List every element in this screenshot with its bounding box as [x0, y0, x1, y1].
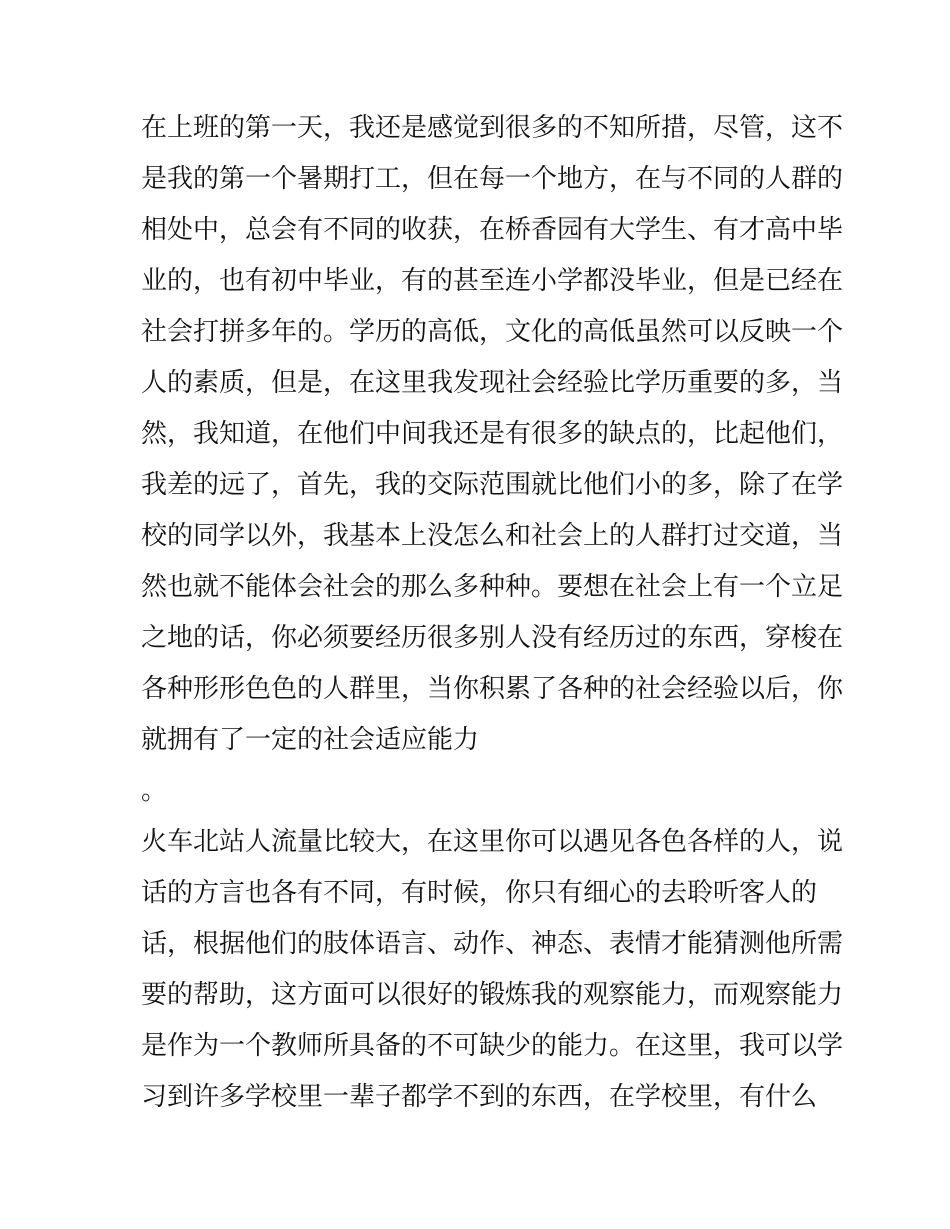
text-line: 之地的话，你必须要经历很多别人没有经历过的东西，穿梭在 [141, 623, 844, 653]
text-line: 习到许多学校里一辈子都学不到的东西，在学校里，有什么 [141, 1082, 818, 1112]
text-line: 业的，也有初中毕业，有的甚至连小学都没毕业，但是已经在 [141, 266, 844, 296]
text-line: 。 [141, 776, 168, 806]
text-line: 要的帮助，这方面可以很好的锻炼我的观察能力，而观察能力 [141, 980, 844, 1010]
text-line: 相处中，总会有不同的收获，在桥香园有大学生、有才高中毕 [141, 215, 844, 245]
text-line: 话的方言也各有不同，有时候，你只有细心的去聆听客人的 [141, 878, 818, 908]
text-line: 是我的第一个暑期打工，但在每一个地方，在与不同的人群的 [141, 164, 844, 194]
text-line: 话，根据他们的肢体语言、动作、神态、表情才能猜测他所需 [141, 929, 844, 959]
text-line: 社会打拼多年的。学历的高低，文化的高低虽然可以反映一个 [141, 317, 844, 347]
text-line: 就拥有了一定的社会适应能力 [141, 725, 480, 755]
text-line: 火车北站人流量比较大，在这里你可以遇见各色各样的人，说 [141, 827, 844, 857]
text-line: 是作为一个教师所具备的不可缺少的能力。在这里，我可以学 [141, 1031, 844, 1061]
text-line: 校的同学以外，我基本上没怎么和社会上的人群打过交道，当 [141, 521, 844, 551]
text-line: 各种形形色色的人群里，当你积累了各种的社会经验以后，你 [141, 674, 844, 704]
text-line: 我差的远了，首先，我的交际范围就比他们小的多，除了在学 [141, 470, 844, 500]
text-line: 然也就不能体会社会的那么多种种。要想在社会上有一个立足 [141, 572, 844, 602]
text-line: 人的素质，但是，在这里我发现社会经验比学历重要的多，当 [141, 368, 844, 398]
text-line: 然，我知道，在他们中间我还是有很多的缺点的，比起他们， [141, 419, 844, 449]
text-line: 在上班的第一天，我还是感觉到很多的不知所措，尽管，这不 [141, 113, 844, 143]
